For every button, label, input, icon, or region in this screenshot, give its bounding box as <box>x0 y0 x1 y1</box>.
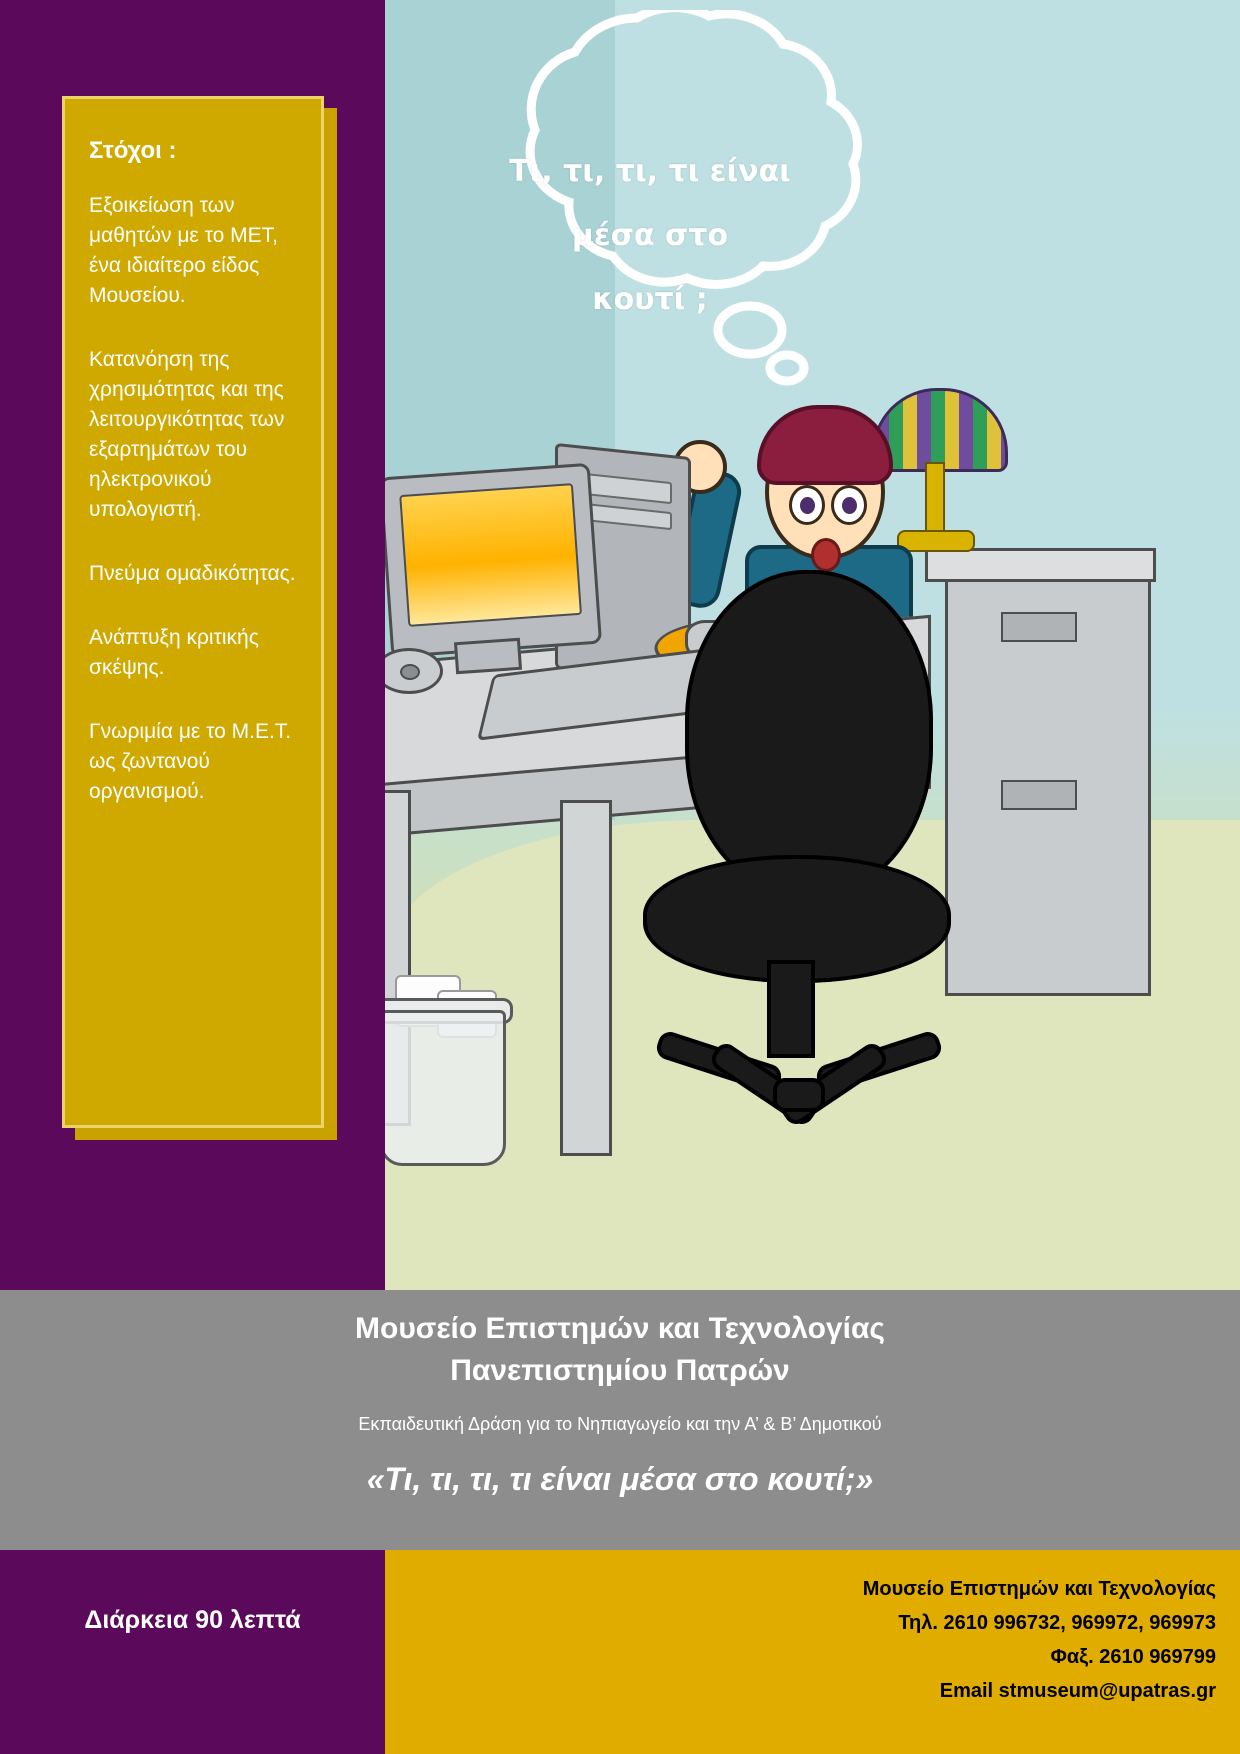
goal-item-3: Πνεύμα ομαδικότητας. <box>89 562 296 585</box>
goal-item-2: Κατανόηση της χρησιμότητας και της λειτουργικότητας των εξαρτημάτων του ηλεκτρονικού υπολογιστή. <box>89 348 285 521</box>
goal-item-1: Εξοικείωση των μαθητών με το ΜΕΤ, ένα ιδιαίτερο είδος Μουσείου. <box>89 194 278 307</box>
monitor-stand <box>454 638 522 675</box>
bubble-line-3: κουτί ; <box>592 282 708 317</box>
goals-box <box>62 96 324 1128</box>
office-scene <box>385 0 1240 1290</box>
bubble-line-1: Τι, τι, τι, τι είναι <box>509 154 791 189</box>
boy-pupil-left <box>800 497 815 514</box>
activity-subtitle: Εκπαιδευτική Δράση για το Νηπιαγωγείο και την Α’ & Β’ Δημοτικού <box>358 1414 882 1434</box>
lamp-stem <box>925 462 945 540</box>
museum-title-line-2: Πανεπιστημίου Πατρών <box>450 1354 790 1387</box>
chair-legs <box>655 1020 935 1110</box>
thought-bubble <box>415 10 885 400</box>
chair-back <box>685 570 933 898</box>
museum-title-line-1: Μουσείο Επιστημών και Τεχνολογίας <box>355 1312 885 1345</box>
waste-bin <box>385 1010 506 1166</box>
goal-item-5: Γνωριμία με το Μ.Ε.Τ. ως ζωντανού οργανισμού. <box>89 720 292 803</box>
thought-bubble-text <box>415 140 885 332</box>
title-band <box>0 1290 1240 1550</box>
boy-hair <box>757 405 893 485</box>
goal-item-4: Ανάπτυξη κριτικής σκέψης. <box>89 626 259 679</box>
bubble-line-2: μέσα στο <box>571 218 729 253</box>
footer-bar <box>0 1550 1240 1754</box>
boy-eye-right <box>831 485 867 525</box>
boy-pupil-right <box>842 497 857 514</box>
duration-label: Διάρκεια 90 λεπτά <box>84 1606 301 1634</box>
museum-title <box>0 1290 1240 1392</box>
desk-leg-right <box>560 800 612 1156</box>
contact-email: Email stmuseum@upatras.gr <box>939 1680 1216 1702</box>
contact-phone: Τηλ. 2610 996732, 969972, 969973 <box>898 1612 1216 1634</box>
cabinet-top <box>925 548 1156 582</box>
footer-purple-panel <box>0 1550 385 1754</box>
boy-eye-left <box>789 485 825 525</box>
contact-block <box>596 1572 1216 1708</box>
lamp-base <box>897 530 975 552</box>
cabinet-handle-top <box>1001 612 1077 642</box>
cabinet-handle-bottom <box>1001 780 1077 810</box>
boy-mouth <box>811 538 841 572</box>
contact-name: Μουσείο Επιστημών και Τεχνολογίας <box>862 1578 1216 1600</box>
goals-title: Στόχοι : <box>89 137 177 164</box>
contact-fax: Φαξ. 2610 969799 <box>1050 1646 1216 1668</box>
activity-quote: «Τι, τι, τι, τι είναι μέσα στο κουτί;» <box>366 1461 874 1497</box>
monitor <box>385 463 602 658</box>
monitor-screen <box>399 483 582 627</box>
